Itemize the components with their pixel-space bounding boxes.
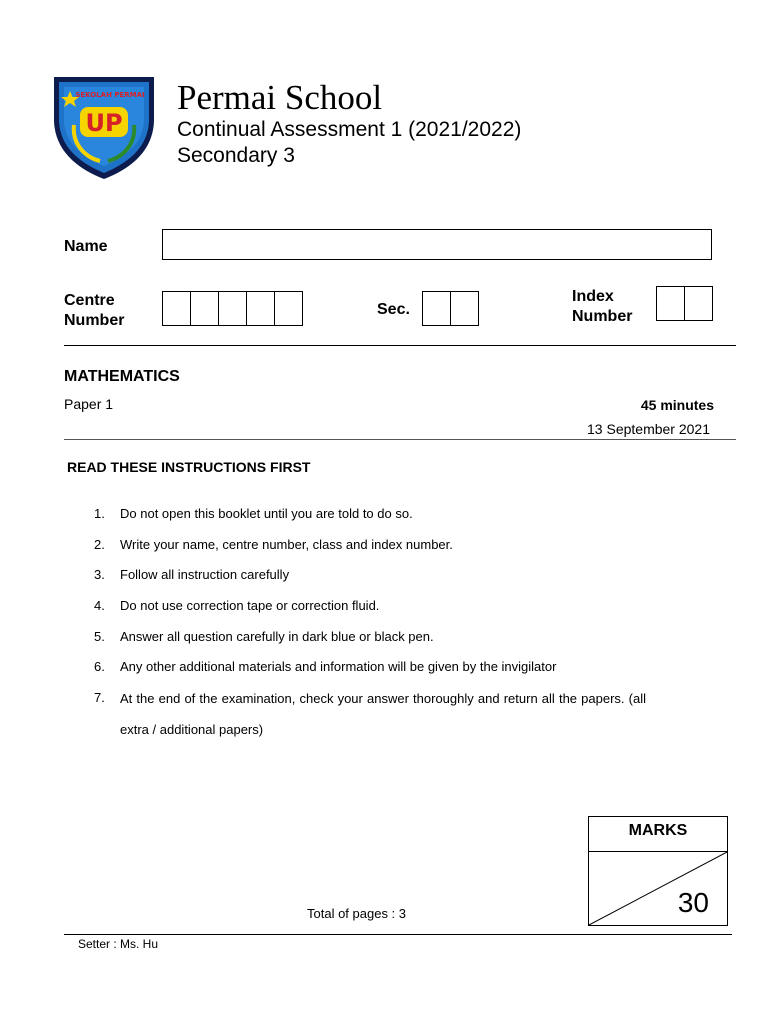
sec-cell[interactable] (423, 292, 451, 325)
sec-label: Sec. (377, 301, 410, 318)
instruction-item: 5. Answer all question carefully in dark blue or black pen. (94, 628, 434, 644)
centre-number-cell[interactable] (247, 292, 275, 325)
centre-number-cell[interactable] (163, 292, 191, 325)
svg-text:UP: UP (85, 109, 123, 137)
sec-cell[interactable] (451, 292, 478, 325)
index-number-boxes[interactable] (656, 286, 713, 321)
exam-date: 13 September 2021 (587, 421, 710, 437)
school-crest-logo (50, 73, 158, 181)
marks-label: MARKS (589, 817, 727, 852)
divider-top (64, 345, 736, 346)
total-pages: Total of pages : 3 (307, 906, 407, 921)
index-number-cell[interactable] (685, 287, 712, 320)
instruction-item: 3. Follow all instruction carefully (94, 567, 290, 583)
svg-text:SEKOLAH PERMAI: SEKOLAH PERMAI (75, 91, 145, 99)
marks-box (588, 816, 728, 926)
level-title: Secondary 3 (177, 144, 295, 167)
centre-number-boxes[interactable] (162, 291, 303, 326)
subject-title: MATHEMATICS (64, 368, 180, 385)
instruction-item: 7. At the end of the examination, check your answer thoroughly and return all the papers. (all extra / additional papers) (94, 690, 646, 738)
school-name: Permai School (177, 78, 383, 117)
duration-label: 45 minutes (640, 397, 714, 413)
instruction-item: 6. Any other additional materials and information will be given by the invigilator (94, 659, 557, 675)
name-label: Name (64, 238, 108, 255)
centre-label-line2: Number (64, 312, 125, 329)
assessment-title: Continual Assessment 1 (2021/2022) (177, 118, 522, 141)
sec-boxes[interactable] (422, 291, 479, 326)
paper-label: Paper 1 (64, 396, 114, 412)
marks-total: 30 (677, 887, 709, 918)
instruction-item: 2. Write your name, centre number, class and index number. (94, 536, 453, 552)
centre-number-label (64, 291, 124, 331)
centre-number-cell[interactable] (191, 292, 219, 325)
index-label-line1: Index (572, 288, 614, 305)
index-label-line2: Number (572, 308, 633, 325)
instructions-heading: READ THESE INSTRUCTIONS FIRST (67, 459, 311, 475)
instruction-item: 4. Do not use correction tape or correction fluid. (94, 598, 380, 614)
divider-footer (64, 934, 732, 935)
setter-label: Setter : Ms. Hu (78, 937, 159, 951)
name-field[interactable] (162, 229, 712, 260)
instructions-list (94, 506, 646, 745)
centre-label-line1: Centre (64, 292, 115, 309)
centre-number-cell[interactable] (219, 292, 247, 325)
instruction-item: 1. Do not open this booklet until you are told to do so. (94, 506, 413, 521)
divider-middle (64, 439, 736, 440)
centre-number-cell[interactable] (275, 292, 302, 325)
index-number-cell[interactable] (657, 287, 685, 320)
index-number-label (572, 287, 632, 327)
